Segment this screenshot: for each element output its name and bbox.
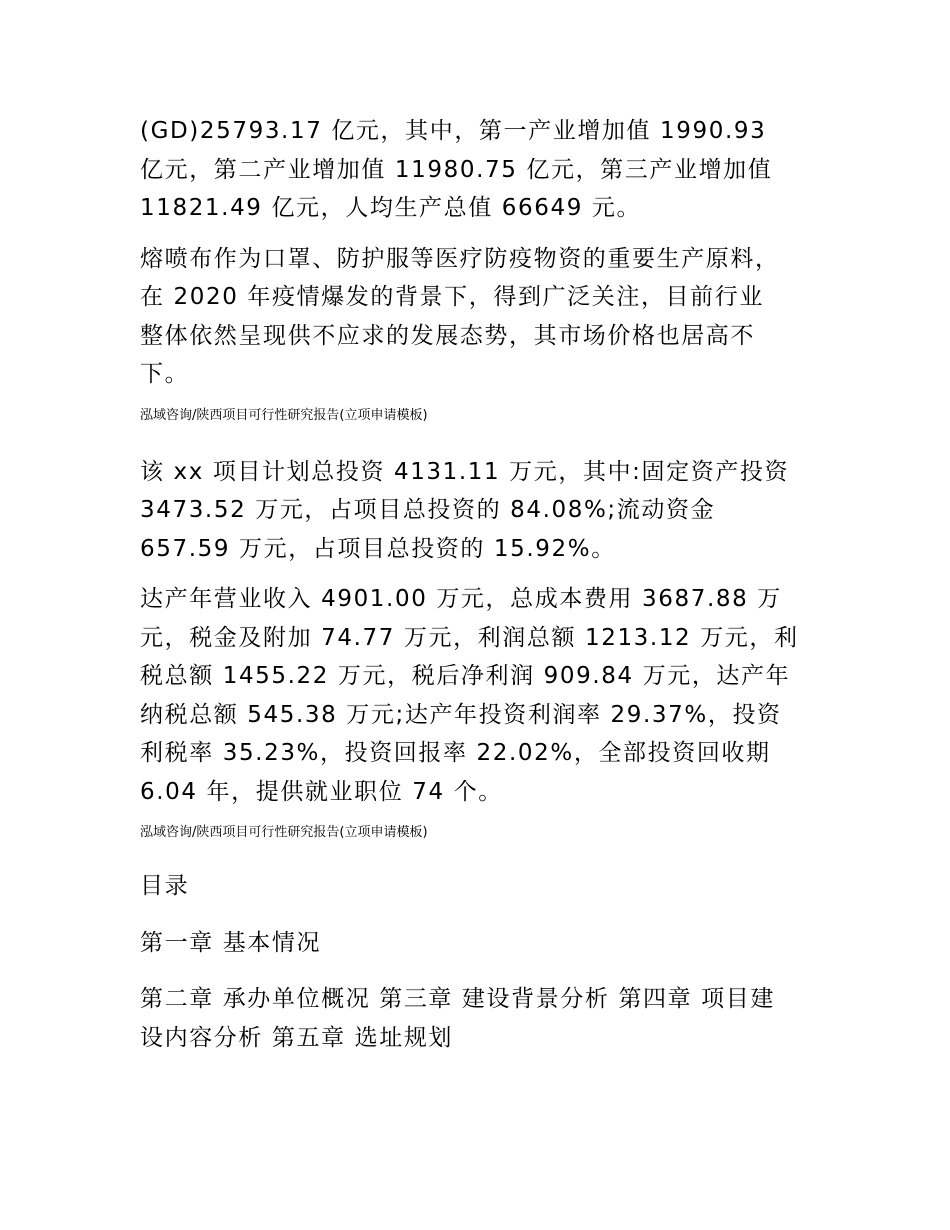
paragraph-line: 亿元，第二产业增加值 11980.75 亿元，第三产业增加值 — [140, 156, 773, 183]
paragraph-line: 达产年营业收入 4901.00 万元，总成本费用 3687.88 万 — [140, 586, 782, 612]
toc-chapter-1: 第一章 基本情况 — [140, 929, 322, 956]
paragraph-line: 下。 — [140, 361, 190, 387]
paragraph-line: 6.04 年，提供就业职位 74 个。 — [140, 778, 503, 805]
paragraph-line: 税总额 1455.22 万元，税后净利润 909.84 万元，达产年 — [140, 663, 791, 689]
paragraph-line: 在 2020 年疫情爆发的背景下，得到广泛关注，目前行业 — [140, 284, 764, 310]
paragraph-line: 整体依然呈现供不应求的发展态势，其市场价格也居高不 — [140, 322, 755, 349]
toc-title: 目录 — [140, 873, 190, 899]
paragraph-line: 11821.49 亿元，人均生产总值 66649 元。 — [140, 195, 642, 221]
running-footer: 泓域咨询/陕西项目可行性研究报告(立项申请模板) — [140, 825, 428, 840]
paragraph-gdp — [140, 112, 820, 228]
running-footer: 泓域咨询/陕西项目可行性研究报告(立项申请模板) — [140, 407, 428, 423]
toc-line: 第二章 承办单位概况 第三章 建设背景分析 第四章 项目建 — [140, 986, 775, 1012]
paragraph-meltblown — [140, 240, 820, 394]
paragraph-line: 该 xx 项目计划总投资 4131.11 万元，其中:固定资产投资 — [140, 458, 790, 485]
paragraph-line: 3473.52 万元，占项目总投资的 84.08%;流动资金 — [140, 497, 716, 523]
paragraph-revenue — [140, 580, 820, 811]
toc-chapters — [140, 980, 820, 1057]
paragraph-line: 熔喷布作为口罩、防护服等医疗防疫物资的重要生产原料， — [140, 245, 780, 272]
paragraph-line: (GD)25793.17 亿元，其中，第一产业增加值 1990.93 — [140, 118, 767, 144]
document-page — [140, 112, 820, 1057]
paragraph-line: 657.59 万元，占项目总投资的 15.92%。 — [140, 535, 616, 562]
paragraph-investment — [140, 453, 820, 569]
paragraph-line: 纳税总额 545.38 万元;达产年投资利润率 29.37%，投资 — [140, 701, 782, 728]
toc-line: 设内容分析 第五章 选址规划 — [140, 1024, 454, 1051]
paragraph-line: 利税率 35.23%，投资回报率 22.02%，全部投资回收期 — [140, 740, 771, 766]
paragraph-line: 元，税金及附加 74.77 万元，利润总额 1213.12 万元，利 — [140, 624, 799, 651]
